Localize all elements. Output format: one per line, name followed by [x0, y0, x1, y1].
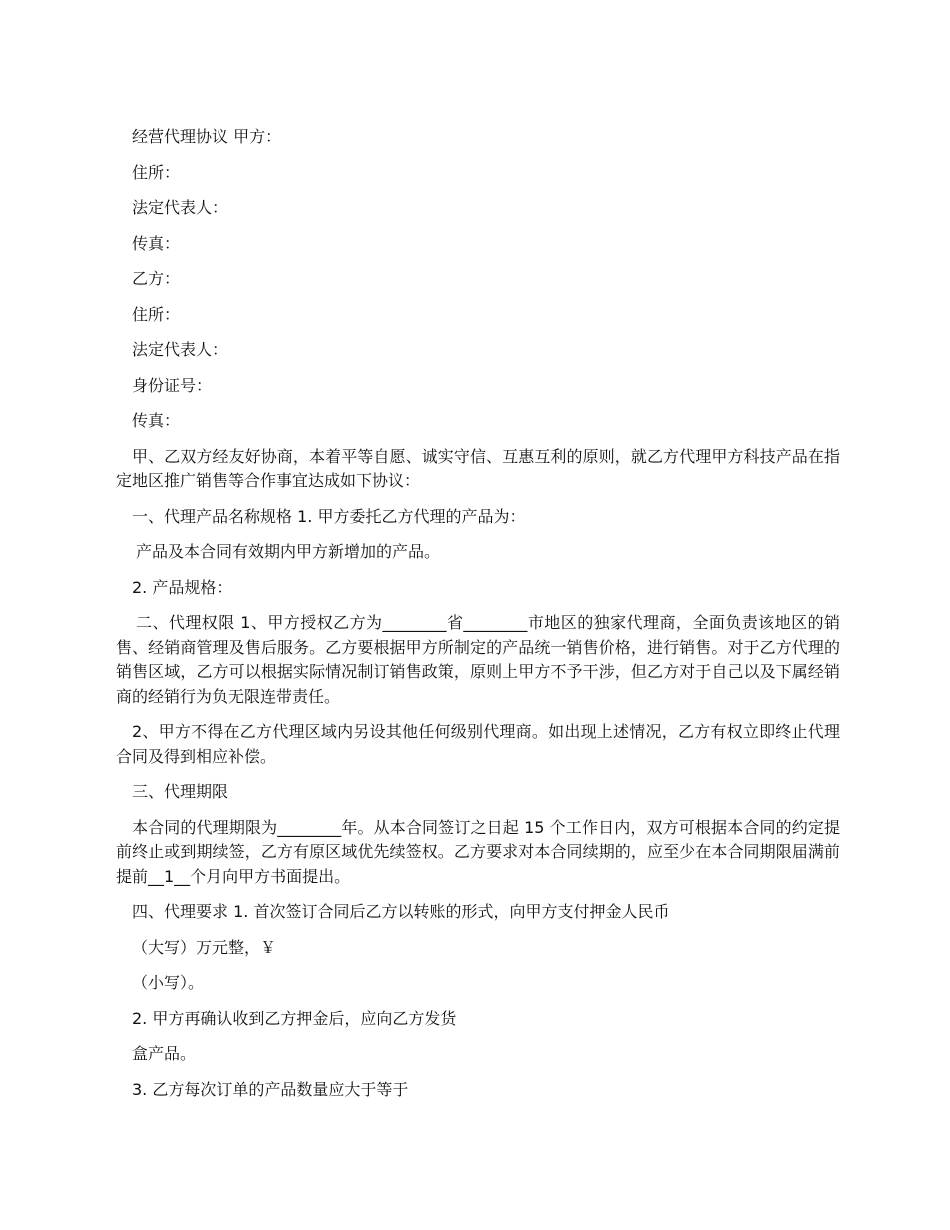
- section-1-products: 产品及本合同有效期内甲方新增加的产品。: [136, 542, 441, 561]
- section-3-heading: 三、代理期限: [132, 782, 229, 801]
- party-b-id-number: 身份证号：: [132, 375, 213, 395]
- section-1-heading: 一、代理产品名称规格 1. 甲方委托乙方代理的产品为：: [132, 506, 526, 526]
- section-4-clause-3: 3. 乙方每次订单的产品数量应大于等于: [132, 1079, 409, 1099]
- party-a-address: 住所：: [132, 162, 181, 182]
- section-4-clause-2: 2. 甲方再确认收到乙方押金后，应向乙方发货: [132, 1008, 457, 1028]
- party-b-label: 乙方：: [132, 269, 181, 288]
- preamble-paragraph: 甲、乙双方经友好协商，本着平等自愿、诚实守信、互惠互利的原则，就乙方代理甲方科技产品在指定地区推广销售等合作事宜达成如下协议：: [116, 446, 840, 490]
- party-b-legal-rep: 法定代表人：: [132, 340, 229, 359]
- party-a-fax: 传真：: [132, 233, 181, 253]
- section-2-clause-1: 二、代理权限 1、甲方授权乙方为________省________市地区的独家代理商，全面负责该地区的销售、经销商管理及售后服务。乙方要根据甲方所制定的产品统一销售价格，进行销售。对于乙方代理的销售区域，乙方可以根据实际情况制订销售政策，原则上甲方不予干涉，但乙方对于自己以及下属经销商的经销行为负无限连带责任。: [116, 613, 840, 706]
- agreement-title-line: 经营代理协议 甲方：: [132, 127, 282, 146]
- document-body: [116, 125, 840, 1113]
- section-3-term: 本合同的代理期限为________年。从本合同签订之日起 15 个工作日内，双方可根据本合同的约定提前终止或到期续签，乙方有原区域优先续签权。乙方要求对本合同续期的，应至少在本合同期限届满前提前__1__个月向甲方书面提出。: [116, 817, 840, 886]
- section-2-clause-2: 2、甲方不得在乙方代理区域内另设其他任何级别代理商。如出现上述情况，乙方有权立即终止代理合同及得到相应补偿。: [116, 722, 840, 766]
- section-4-clause-1: 四、代理要求 1. 首次签订合同后乙方以转账的形式，向甲方支付押金人民币: [132, 902, 670, 921]
- party-a-legal-rep: 法定代表人：: [132, 198, 229, 217]
- party-b-fax: 传真：: [132, 411, 181, 430]
- section-4-boxes: 盒产品。: [132, 1044, 197, 1063]
- deposit-amount-capital: （大写）万元整，￥: [132, 937, 277, 957]
- section-1-spec: 2. 产品规格：: [132, 577, 233, 597]
- party-b-address: 住所：: [132, 304, 181, 324]
- deposit-amount-figures: （小写）。: [132, 973, 205, 992]
